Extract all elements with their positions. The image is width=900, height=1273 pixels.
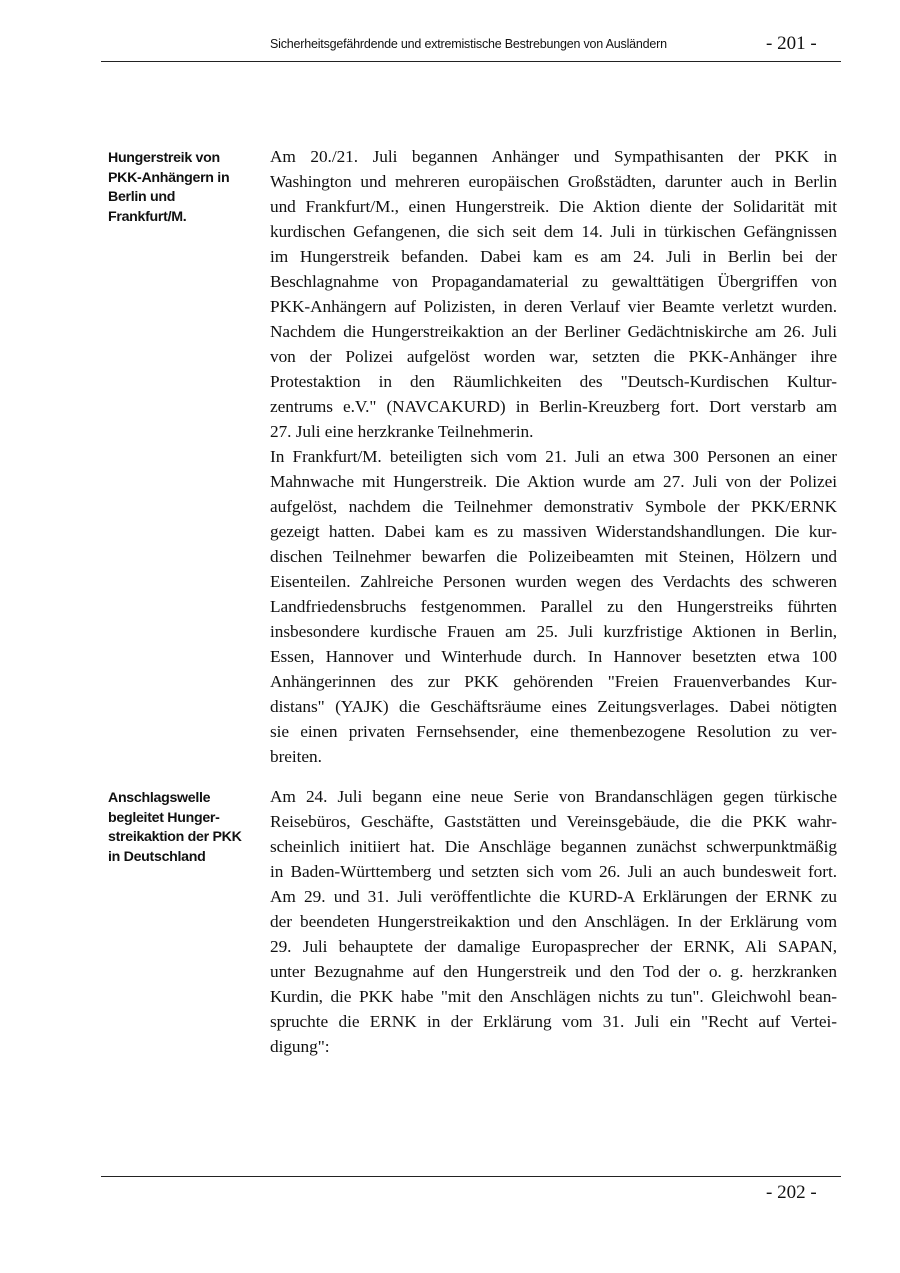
body-line: sie einen privaten Fernsehsender, eine themenbezogene Resolution zu ver- bbox=[270, 722, 837, 741]
body-line: In Frankfurt/M. beteiligten sich vom 21. Juli an etwa 300 Personen an einer bbox=[270, 447, 837, 466]
footer-rule bbox=[101, 1176, 841, 1177]
body-line: 27. Juli eine herzkranke Teilnehmerin. bbox=[270, 422, 534, 441]
body-line: spruchte die ERNK in der Erklärung vom 31. Juli ein "Recht auf Vertei- bbox=[270, 1012, 837, 1031]
margin-note-line: in Deutschland bbox=[108, 848, 206, 865]
margin-note-line: PKK-Anhängern in bbox=[108, 169, 230, 186]
body-line: im Hungerstreik befanden. Dabei kam es am 24. Juli in Berlin bei der bbox=[270, 247, 837, 266]
body-line: kurdischen Gefangenen, die sich seit dem 14. Juli in türkischen Gefängnissen bbox=[270, 222, 837, 241]
body-line: insbesondere kurdische Frauen am 25. Juli kurzfristige Aktionen in Berlin, bbox=[270, 622, 837, 641]
footer-page-number: - 202 - bbox=[766, 1182, 817, 1203]
body-line: von der Polizei aufgelöst worden war, setzten die PKK-Anhänger ihre bbox=[270, 347, 837, 366]
body-line: Reisebüros, Geschäfte, Gaststätten und Vereinsgebäude, die die PKK wahr- bbox=[270, 812, 837, 831]
body-line: Essen, Hannover und Winterhude durch. In Hannover besetzten etwa 100 bbox=[270, 647, 837, 666]
margin-note-line: Frankfurt/M. bbox=[108, 208, 187, 225]
margin-note-line: Berlin und bbox=[108, 189, 176, 205]
body-line: und Frankfurt/M., einen Hungerstreik. Die Aktion diente der Solidarität mit bbox=[270, 197, 837, 216]
body-line: dischen Teilnehmer bewarfen die Polizeibeamten mit Steinen, Hölzern und bbox=[270, 547, 837, 566]
body-line: breiten. bbox=[270, 747, 322, 766]
body-line: Landfriedensbruchs festgenommen. Parallel zu den Hungerstreiks führten bbox=[270, 597, 837, 616]
body-line: Am 29. und 31. Juli veröffentlichte die KURD-A Erklärungen der ERNK zu bbox=[270, 887, 837, 906]
body-line: Protestaktion in den Räumlichkeiten des "Deutsch-Kurdischen Kultur- bbox=[270, 372, 837, 391]
body-line: Washington und mehreren europäischen Großstädten, darunter auch in Berlin bbox=[270, 172, 837, 191]
body-line: Anhängerinnen des zur PKK gehörenden "Freien Frauenverbandes Kur- bbox=[270, 672, 837, 691]
body-line: gezeigt hatten. Dabei kam es zu massiven Widerstandshandlungen. Die kur- bbox=[270, 522, 837, 541]
body-line: Am 24. Juli begann eine neue Serie von Brandanschlägen gegen türkische bbox=[270, 787, 837, 806]
body-line: unter Bezugnahme auf den Hungerstreik und den Tod der o. g. herzkranken bbox=[270, 962, 837, 981]
body-line: aufgelöst, nachdem die Teilnehmer demonstrativ Symbole der PKK/ERNK bbox=[270, 497, 837, 516]
body-line: distans" (YAJK) die Geschäftsräume eines Zeitungsverlages. Dabei nötigten bbox=[270, 697, 837, 716]
header-page-number: - 201 - bbox=[766, 33, 817, 54]
body-line: Beschlagnahme von Propagandamaterial zu gewalttätigen Übergriffen von bbox=[270, 272, 837, 291]
running-header-title: Sicherheitsgefährdende und extremistische Bestrebungen von Ausländern bbox=[270, 37, 667, 51]
body-line: Am 20./21. Juli begannen Anhänger und Sympathisanten der PKK in bbox=[270, 147, 837, 166]
body-line: PKK-Anhängern auf Polizisten, in deren Verlauf vier Beamte verletzt wurden. bbox=[270, 297, 837, 316]
margin-note-hungerstreik bbox=[108, 149, 258, 227]
body-line: in Baden-Württemberg und setzten sich vom 26. Juli an auch bundesweit fort. bbox=[270, 862, 837, 881]
margin-note-line: Anschlagswelle bbox=[108, 790, 211, 806]
body-line: digung": bbox=[270, 1037, 330, 1056]
header-rule bbox=[101, 61, 841, 62]
body-line: Nachdem die Hungerstreikaktion an der Berliner Gedächtniskirche am 26. Juli bbox=[270, 322, 837, 341]
body-line: Eisenteilen. Zahlreiche Personen wurden wegen des Verdachts des schweren bbox=[270, 572, 837, 591]
margin-note-line: streikaktion der PKK bbox=[108, 829, 242, 845]
body-line: Mahnwache mit Hungerstreik. Die Aktion wurde am 27. Juli von der Polizei bbox=[270, 472, 837, 491]
body-line: der beendeten Hungerstreikaktion und den Anschlägen. In der Erklärung vom bbox=[270, 912, 837, 931]
body-line: zentrums e.V." (NAVCAKURD) in Berlin-Kreuzberg fort. Dort verstarb am bbox=[270, 397, 837, 416]
body-line: Kurdin, die PKK habe "mit den Anschlägen nichts zu tun". Gleichwohl bean- bbox=[270, 987, 837, 1006]
margin-note-line: Hungerstreik von bbox=[108, 150, 220, 166]
body-line: scheinlich initiiert hat. Die Anschläge begannen zunächst schwerpunktmäßig bbox=[270, 837, 837, 856]
margin-note-anschlagswelle bbox=[108, 789, 258, 867]
margin-note-line: begleitet Hunger- bbox=[108, 809, 220, 826]
body-line: 29. Juli behauptete der damalige Europasprecher der ERNK, Ali SAPAN, bbox=[270, 937, 837, 956]
